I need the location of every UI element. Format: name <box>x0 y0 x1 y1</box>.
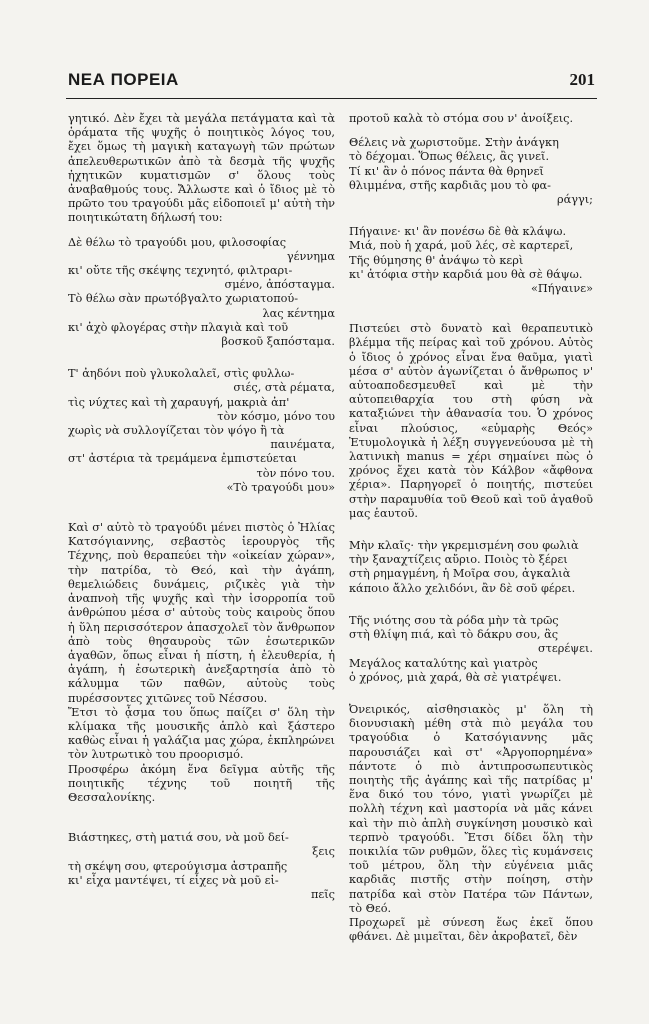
poem-line: Τῆς θύμησης θ' ἀνάψω τὸ κερὶ <box>349 253 524 267</box>
poem-line: χωρὶς νὰ συλλογίζεται τὸν ψόγο ἢ τὰ <box>68 424 285 438</box>
poem-line: στ' ἀστέρια τὰ τρεμάμενα ἐμπιστεύεται <box>68 452 297 466</box>
poem-stanza-1 <box>68 236 335 350</box>
poem-line: Μὴν κλαῖς· τὴν γκρεμισμένη σου φωλιὰ <box>349 539 579 553</box>
body-paragraph-2: Ἔτσι τὸ ᾆσμα του ὅπως παίζει σ' ὅλη τὴν κλίμακα τῆς μουσικῆς ἁπλὸ καὶ ξάστερο καθὼς εἶναι ἡ γαλάζια μας χώρα, ἐκπληρώνει τὸν λυτρωτικὸ του προορισμό. <box>68 705 335 762</box>
right-column <box>349 112 593 944</box>
left-column <box>68 112 335 902</box>
poem-line: κι' οὔτε τῆς σκέψης τεχνητό, φιλτραρι- <box>68 264 293 278</box>
poem-line: στὴ ρημαγμένη, ἡ Μοῖρα σου, ἀγκαλιὰ <box>349 567 571 581</box>
poem-line: κι' ἀτόφια στὴν καρδιά μου θὰ σὲ θάψω. <box>349 267 583 281</box>
poem-line: κι' ἀχὸ φλογέρας στὴν πλαγιὰ καὶ τοῦ <box>68 320 289 334</box>
poem-line: Βιάστηκες, στὴ ματιά σου, νὰ μοῦ δεί- <box>68 831 289 845</box>
poem-line: Τί κι' ἂν ὁ πόνος πάντα θὰ θρηνεῖ <box>349 164 544 178</box>
poem-line: ὁ χρόνος, μιὰ χαρά, θὰ σὲ γιατρέψει. <box>349 670 562 684</box>
poem-line: θλιμμένα, στῆς καρδιᾶς μου τὸ φα- <box>349 178 551 192</box>
poem-line: ράγγι; <box>556 193 593 207</box>
poem-line: στερέψει. <box>537 642 593 656</box>
poem-line: τὸν κόσμο, μόνο του <box>217 409 335 423</box>
poem-line: Δὲ θέλω τὸ τραγούδι μου, φιλοσοφίας <box>68 235 287 249</box>
poem-line: γέννημα <box>286 249 335 263</box>
poem-stanza-5 <box>349 136 593 207</box>
poem-line: «Τὸ τραγούδι μου» <box>226 480 335 494</box>
body-paragraph-4: Πιστεύει στὸ δυνατὸ καὶ θεραπευτικὸ βλέμμα τῆς πείρας καὶ τοῦ χρόνου. Αὐτὸς ὁ ἴδιος ὁ χρόνος εἶναι ἕνα θαῦμα, γιατὶ μέσα σ' αὐτὸν ἀγωνίζεται ὁ ἄνθρωπος ν' αὐτοαποδεσμευθεῖ καὶ μὲ τὴν αὐτοπειθαρχία του στὴ φύση νὰ καταξιώνει τὴν ἀθανασία του. Ὁ χρόνος εἶναι πλούσιος, «εὐμαρὴς Θεός» Ἐτυμολογικὰ ἡ λέξη συγγενεύουσα μὲ τὴ λατινικὴ manus = χέρι σημαίνει πὼς ὁ χρόνος ἔχει κατὰ τὸν Κάλβον «ἄφθονα χέρια». Παρηγορεῖ ὁ ποιητής, πιστεύει στὴν παραμυθία τοῦ Θεοῦ καὶ τοῦ ἀγαθοῦ μας ἑαυτοῦ. <box>349 322 593 520</box>
poem-line: παινέματα, <box>270 438 335 452</box>
page-header <box>68 70 595 94</box>
poem-line: τὴ σκέψη σου, φτερούγισμα ἀστραπῆς <box>68 859 288 873</box>
poem-line: Τ' ἀηδόνι ποὺ γλυκολαλεῖ, στὶς φυλλω- <box>68 367 295 381</box>
poem-line: κάποιο ἄλλο χελιδόνι, ἂν δὲ σοῦ φέρει. <box>349 581 576 595</box>
poem-line: Πήγαινε· κι' ἂν πονέσω δὲ θὰ κλάψω. <box>349 225 567 239</box>
poem-line: προτοῦ καλὰ τὸ στόμα σου ν' ἀνοίξεις. <box>349 112 574 125</box>
poem-line: τὴν ξαναχτίζεις αὔριο. Ποιὸς τὸ ξέρει <box>349 553 568 567</box>
poem-line: Τὸ θέλω σὰν πρωτόβγαλτο χωριατοπού- <box>68 292 299 306</box>
poem-line: Μεγάλος καταλύτης καὶ γιατρὸς <box>349 656 538 670</box>
poem-stanza-7 <box>349 539 593 596</box>
poem-line: τὸν πόνο του. <box>256 466 335 480</box>
poem-stanza-8 <box>349 614 593 685</box>
poem-stanza-3 <box>68 831 335 902</box>
poem-line: «Πήγαινε» <box>531 282 593 296</box>
body-paragraph-1: Καὶ σ' αὐτὸ τὸ τραγούδι μένει πιστὸς ὁ Ἠλίας Κατσόγιαννης, σεβαστὸς ἱερουργὸς τῆς Τέχνης, ποὺ θεραπεύει τὴν «οἰκείαν χώραν», τὴν πατρίδα, τὸ Θεό, καὶ τὴν ἀγάπη, θεμελιώδεις δυνάμεις, ριζικὲς γιὰ τὴν ἀναπνοὴ τῆς ψυχῆς καὶ τὴν ἰσορροπία τοῦ ἀνθρώπου μέσα σ' αὐτοὺς τοὺς καιροὺς ὅπου ἡ ὕλη περισσότερον ἀπασχολεῖ τὸν ἄνθρωπον ἀπὸ τοὺς θησαυροὺς τῶν ἐσωτερικῶν ἀγαθῶν, ὅπως εἶναι ἡ πίστη, ἡ ἐλευθερία, ἡ ἀγάπη, ἡ ἐσωτερικὴ ἀνεξαρτησία ἀπὸ τὸ κάλυμμα τῶν παθῶν, αὐτοὺς τοὺς πυρέσσοντες χιτῶνες τοῦ Νέσσου. <box>68 521 335 705</box>
poem-stanza-6 <box>349 225 593 296</box>
poem-line: κι' εἶχα μαντέψει, τί εἶχες νὰ μοῦ εἰ- <box>68 873 279 887</box>
poem-line: στὴ θλίψη πιά, καὶ τὸ δάκρυ σου, ἂς <box>349 628 559 642</box>
poem-line: σμένο, ἀπόσταγμα. <box>224 278 335 292</box>
header-rule <box>66 98 597 99</box>
poem-line: λας κέντημα <box>262 306 335 320</box>
poem-line: Θέλεις νὰ χωριστοῦμε. Στὴν ἀνάγκη <box>349 136 559 150</box>
journal-title: ΝΕΑ ΠΟΡΕΙΑ <box>68 70 179 89</box>
poem-line: τὸ δέχομαι. Ὅπως θέλεις, ἂς γινεῖ. <box>349 150 550 164</box>
poem-line: τὶς νύχτες καὶ τὴ χαραυγή, μακριὰ ἀπ' <box>68 395 290 409</box>
poem-stanza-4 <box>349 112 593 126</box>
poem-line: Μιά, ποὺ ἡ χαρά, μοῦ λές, σὲ καρτερεῖ, <box>349 239 574 253</box>
poem-line: σιές, στὰ ρέματα, <box>233 381 335 395</box>
poem-stanza-2 <box>68 367 335 495</box>
poem-line: βοσκοῦ ξαπόσταμα. <box>221 335 335 349</box>
page-number: 201 <box>569 70 595 89</box>
intro-paragraph: γητικό. Δὲν ἔχει τὰ μεγάλα πετάγματα καὶ τὰ ὁράματα τῆς ψυχῆς ὁ ποιητικὸς λόγος του, ἔχει ὅμως τὴ μαγικὴ καταγωγὴ τῶν πρώτων ἀπελευθερωτικῶν ἀπὸ τὰ δεσμὰ τῆς ψυχῆς ἠχητικῶν κυματισμῶν σ' ὅλους τοὺς ἀναβαθμούς τους. Ἄλλωστε καὶ ὁ ἴδιος μὲ τὸ πρῶτο του τραγούδι μᾶς εἰδοποιεῖ μ' αὐτὴ τὴν ποιητικώτατη δήλωσή του: <box>68 112 335 225</box>
poem-line: ξεις <box>312 845 335 859</box>
body-paragraph-6: Προχωρεῖ μὲ σύνεση ἕως ἐκεῖ ὅπου φθάνει. Δὲ μιμεῖται, δὲν ἀκροβατεῖ, δὲν <box>349 915 593 944</box>
body-paragraph-5: Ὀνειρικός, αἰσθησιακὸς μ' ὅλη τὴ διονυσιακὴ μέθη στὰ πιὸ μεγάλα του τραγούδια ὁ Κατσόγιαννης μᾶς παρουσιάζει καὶ στ' «Ἀργοπορημένα» πάντοτε ὁ πιὸ ἀντιπροσωπευτικὸς ποιητὴς τῆς ἀγάπης καὶ τῆς πατρίδας μ' ἕνα δικό του τόνο, γιατὶ γνωρίζει μὲ πολλὴ τέχνη καὶ μαστορία νὰ μᾶς κάνει καὶ τὴν πιὸ ἁπλὴ συγκίνηση μουσικὸ καὶ τερπνὸ τραγούδι. Ἔτσι δίδει ὅλη τὴν ποικιλία τῶν ρυθμῶν, ὅλες τὶς κυμάνσεις τοῦ μέτρου, ὅλη τὴν εὐγένεια μιᾶς καρδιᾶς πιστῆς στὴν ποίηση, στὴν πατρίδα καὶ στὸν Πατέρα τῶν Πάντων, τὸ Θεό. <box>349 702 593 915</box>
body-paragraph-3: Προσφέρω ἀκόμη ἕνα δεῖγμα αὐτῆς τῆς ποιητικῆς τέχνης τοῦ ποιητῆ τῆς Θεσσαλονίκης. <box>68 762 335 804</box>
poem-line: πεῖς <box>310 887 335 901</box>
poem-line: Τῆς νιότης σου τὰ ρόδα μὴν τὰ τρῶς <box>349 613 559 627</box>
